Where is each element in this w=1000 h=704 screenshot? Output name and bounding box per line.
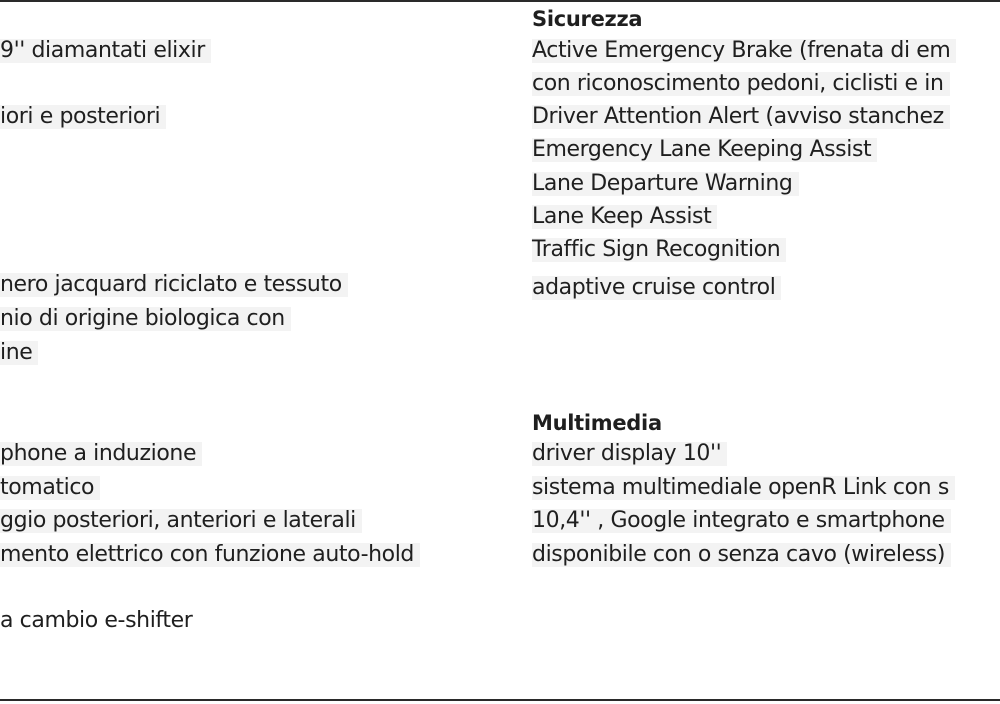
equipment-line: nio di origine biologica con [0,307,291,331]
section-heading-sicurezza: Sicurezza [532,7,643,31]
multimedia-item: 10,4'' , Google integrato e smartphone [532,509,951,533]
section-heading-multimedia: Multimedia [532,411,662,435]
equipment-line: ine [0,341,38,365]
safety-item: Emergency Lane Keeping Assist [532,138,877,162]
safety-item: Active Emergency Brake (frenata di em [532,39,956,63]
equipment-line: nero jacquard riciclato e tessuto [0,273,348,297]
safety-item: adaptive cruise control [532,276,781,300]
multimedia-item: driver display 10'' [532,442,727,466]
equipment-line: a cambio e-shifter [0,608,193,633]
equipment-line: mento elettrico con funzione auto-hold [0,543,420,567]
safety-item: Driver Attention Alert (avviso stanchez [532,105,950,129]
safety-item: Lane Departure Warning [532,172,799,196]
equipment-line: 9'' diamantati elixir [0,39,211,63]
multimedia-item: sistema multimediale openR Link con s [532,476,955,500]
top-border [0,0,1000,2]
safety-item: con riconoscimento pedoni, ciclisti e in [532,72,950,96]
equipment-line: ggio posteriori, anteriori e laterali [0,509,362,533]
equipment-line: phone a induzione [0,442,202,466]
safety-item: Traffic Sign Recognition [532,238,786,262]
safety-item: Lane Keep Assist [532,205,717,229]
bottom-border [0,699,1000,701]
multimedia-item: disponibile con o senza cavo (wireless) [532,543,951,567]
equipment-line: iori e posteriori [0,105,166,129]
equipment-line: tomatico [0,476,100,500]
